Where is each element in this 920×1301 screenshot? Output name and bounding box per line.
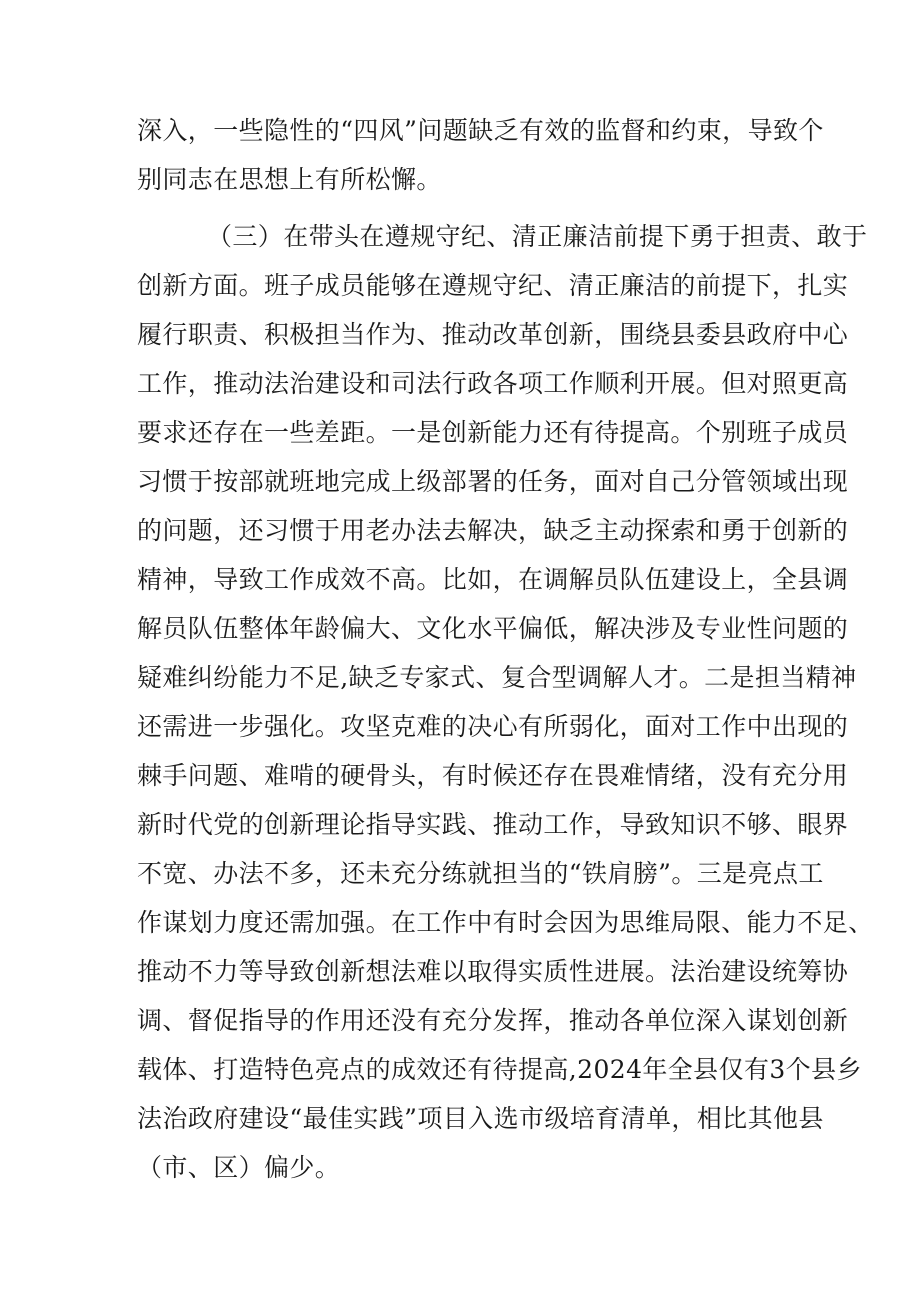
text-line: 精神，导致工作成效不高。比如，在调解员队伍建设上，全县调 [137,565,849,594]
text-line: 法治政府建设“最佳实践”项目入选市级培育清单，相比其他县 [137,1104,824,1133]
text-line: （三）在带头在遵规守纪、清正廉洁前提下勇于担责、敢于 [207,222,868,251]
body-text [137,106,874,1192]
paragraph-1 [137,106,824,204]
text-line: 工作，推动法治建设和司法行政各项工作顺利开展。但对照更高 [137,369,849,398]
text-line: 疑难纠纷能力不足,缺乏专家式、复合型调解人才。二是担当精神 [137,663,857,692]
text-line: 载体、打造特色亮点的成效还有待提高,2024年全县仅有3个县乡 [137,1055,862,1084]
text-line: 调、督促指导的作用还没有充分发挥，推动各单位深入谋划创新 [137,1006,849,1035]
text-line: 别同志在思想上有所松懈。 [137,165,442,194]
text-line: 创新方面。班子成员能够在遵规守纪、清正廉洁的前提下，扎实 [137,271,849,300]
text-line: 推动不力等导致创新想法难以取得实质性进展。法治建设统筹协 [137,957,849,986]
text-line: 还需进一步强化。攻坚克难的决心有所弱化，面对工作中出现的 [137,712,849,741]
text-line: 的问题，还习惯于用老办法去解决，缺乏主动探索和勇于创新的 [137,516,849,545]
text-line: 解员队伍整体年龄偏大、文化水平偏低，解决涉及专业性问题的 [137,614,849,643]
text-line: 不宽、办法不多，还未充分练就担当的“铁肩膀”。三是亮点工 [137,859,824,888]
paragraph-2 [137,212,874,1192]
text-line: 作谋划力度还需加强。在工作中有时会因为思维局限、能力不足、 [137,908,874,937]
text-line: 棘手问题、难啃的硬骨头，有时候还存在畏难情绪，没有充分用 [137,761,849,790]
text-line: 习惯于按部就班地完成上级部署的任务，面对自己分管领域出现 [137,467,849,496]
text-line: 履行职责、积极担当作为、推动改革创新，围绕县委县政府中心 [137,320,849,349]
text-line: （市、区）偏少。 [137,1153,341,1182]
text-line: 深入，一些隐性的“四风”问题缺乏有效的监督和约束，导致个 [137,116,824,145]
text-line: 新时代党的创新理论指导实践、推动工作，导致知识不够、眼界 [137,810,849,839]
text-line: 要求还存在一些差距。一是创新能力还有待提高。个别班子成员 [137,418,849,447]
paragraph-spacer [137,204,797,212]
